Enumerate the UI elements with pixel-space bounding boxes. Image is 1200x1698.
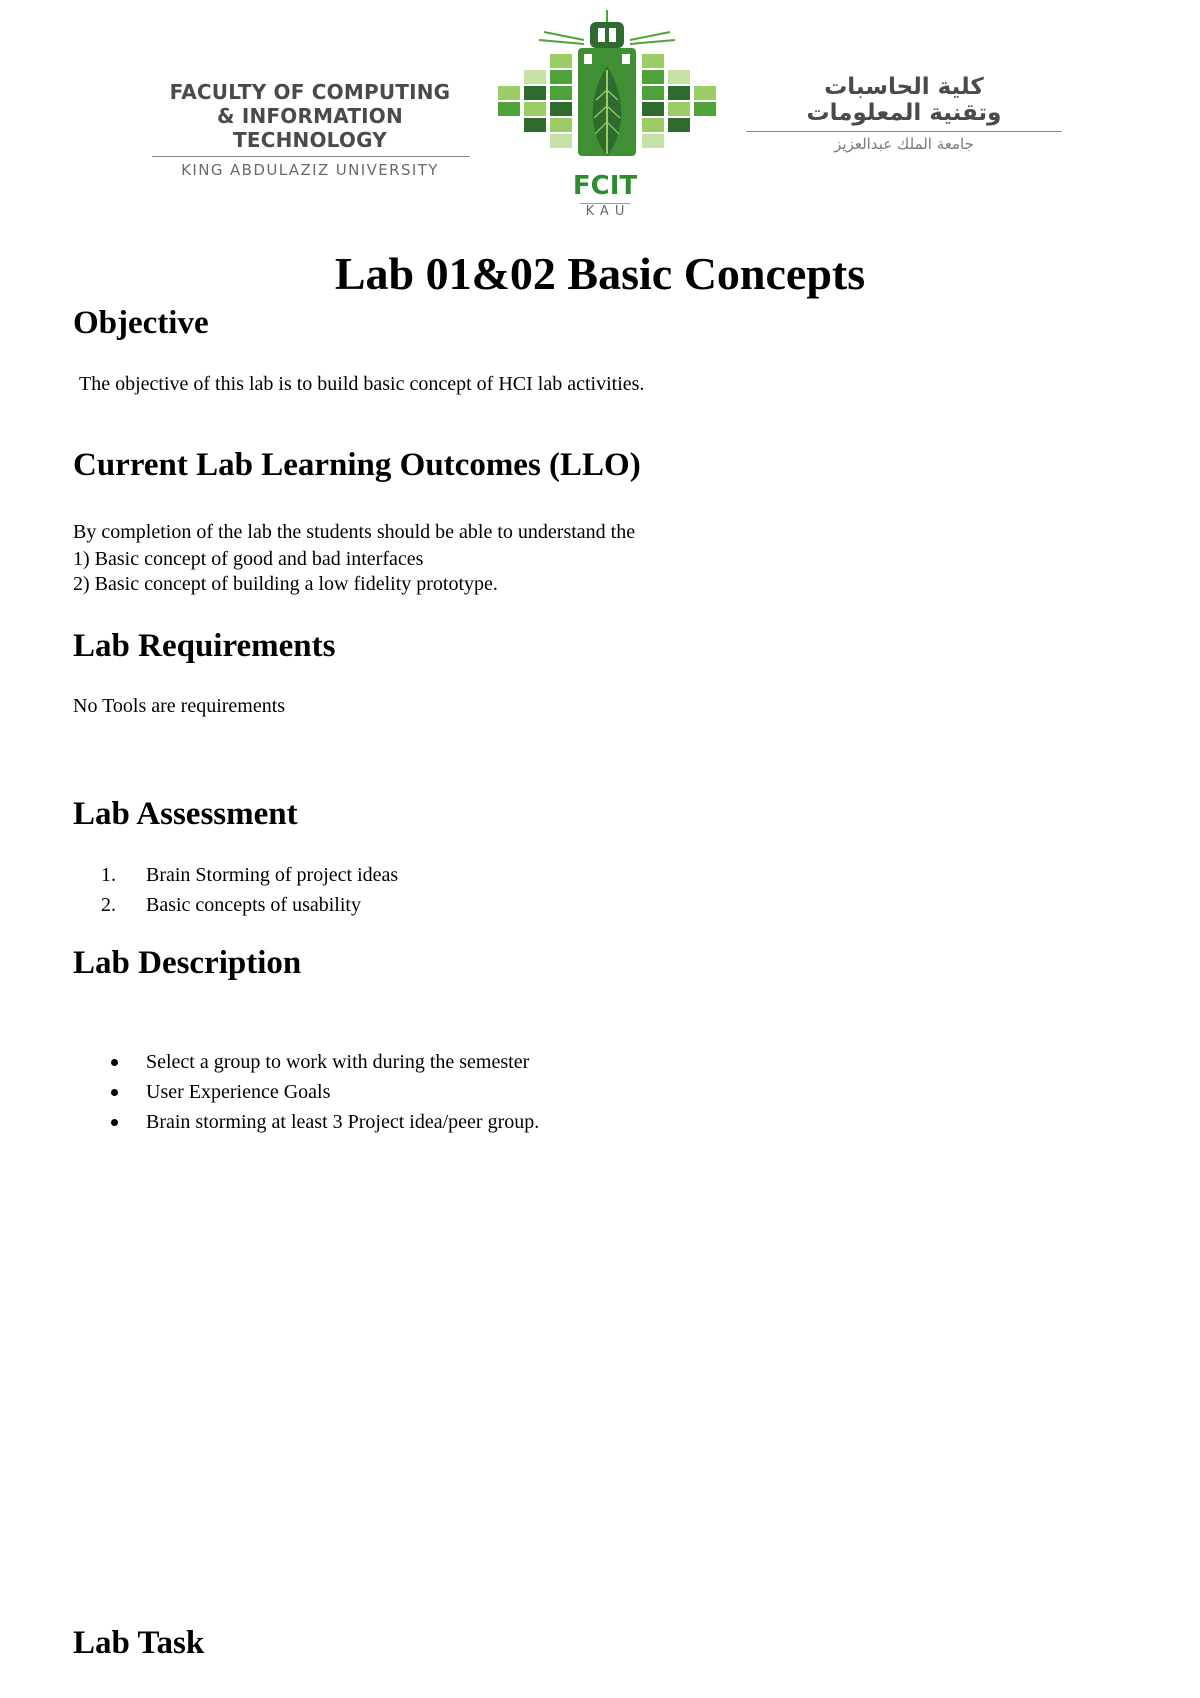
faculty-logo-english (150, 80, 470, 179)
description-list (73, 1047, 539, 1137)
list-item (73, 860, 398, 890)
fcit-brand-name: FCIT (572, 171, 638, 201)
list-item-text: User Experience Goals (146, 1081, 331, 1103)
logo-divider-arabic (746, 131, 1062, 132)
assessment-heading: Lab Assessment (73, 796, 298, 832)
logo-line-arabic-faculty: كلية الحاسبات (824, 74, 984, 100)
objective-text: The objective of this lab is to build basic concept of HCI lab activities. (79, 373, 645, 395)
description-heading: Lab Description (73, 945, 302, 981)
list-item-text: Basic concepts of usability (146, 894, 361, 916)
requirements-heading: Lab Requirements (73, 628, 336, 664)
logo-line-faculty: FACULTY OF COMPUTING (169, 80, 451, 104)
bullet-icon (111, 1119, 118, 1126)
llo-intro: By completion of the lab the students should be able to understand the (73, 521, 636, 543)
logo-line-arabic-university: جامعة الملك عبدالعزيز (834, 135, 974, 153)
objective-heading: Objective (73, 305, 209, 341)
logo-divider (152, 156, 470, 157)
faculty-logo-arabic (746, 74, 1062, 153)
fcit-brand-sub: KAU (580, 203, 631, 220)
fcit-brand (540, 172, 670, 220)
page-title: Lab 01&02 Basic Concepts (334, 248, 866, 299)
requirements-text: No Tools are requirements (73, 695, 286, 717)
list-item-text: Brain storming at least 3 Project idea/peer group. (146, 1111, 540, 1133)
llo-item-2: 2) Basic concept of building a low fidelity prototype. (73, 573, 498, 595)
logo-line-university: KING ABDULAZIZ UNIVERSITY (181, 161, 439, 179)
list-item-text: Brain Storming of project ideas (146, 864, 399, 886)
llo-item-1: 1) Basic concept of good and bad interfaces (73, 548, 424, 570)
logo-line-it: & INFORMATION TECHNOLOGY (217, 104, 403, 152)
list-number: 1. (101, 864, 116, 886)
llo-heading: Current Lab Learning Outcomes (LLO) (73, 447, 641, 483)
list-number: 2. (101, 894, 116, 916)
task-heading: Lab Task (73, 1625, 205, 1661)
list-item (73, 890, 398, 920)
list-item (73, 1107, 539, 1137)
list-item (73, 1047, 539, 1077)
bullet-icon (111, 1059, 118, 1066)
list-item-text: Select a group to work with during the semester (146, 1051, 530, 1073)
assessment-list (73, 860, 398, 920)
bullet-icon (111, 1089, 118, 1096)
list-item (73, 1077, 539, 1107)
logo-line-arabic-it: وتقنية المعلومات (806, 100, 1002, 126)
